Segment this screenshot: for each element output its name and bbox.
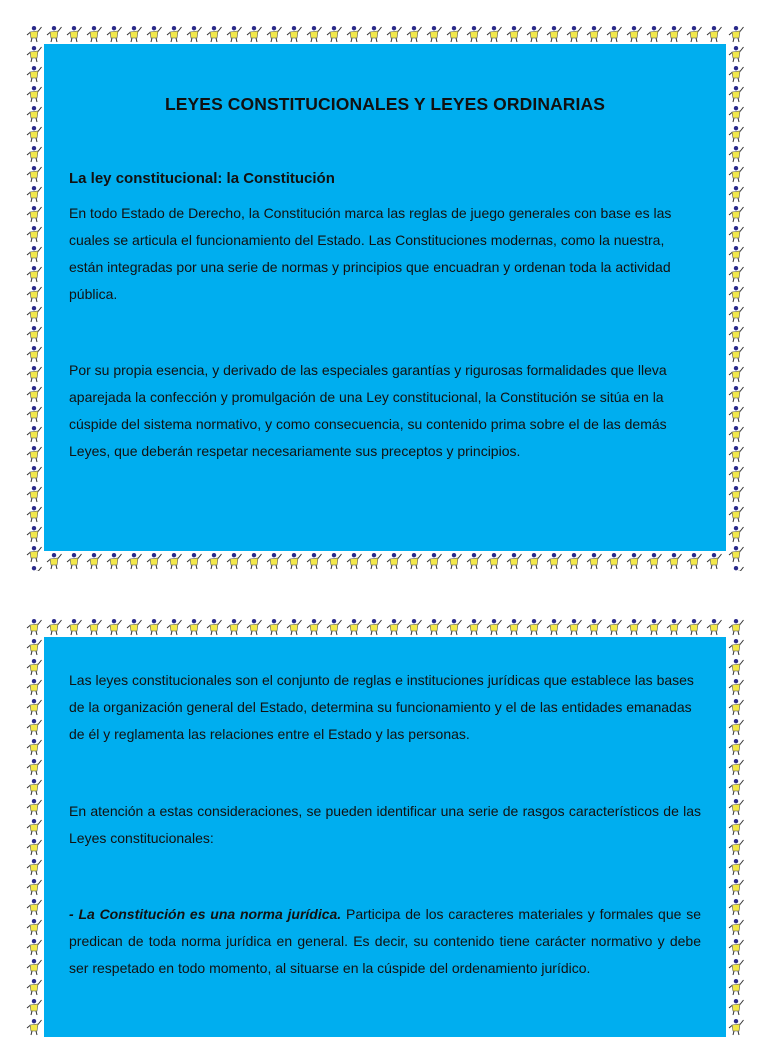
slide-content [69,90,701,465]
waving-figure-icon [344,24,364,44]
waving-figure-icon [364,24,384,44]
waving-figure-icon [24,957,44,977]
waving-figure-icon [44,24,64,44]
page-title: LEYES CONSTITUCIONALES Y LEYES ORDINARIAS [164,94,606,114]
waving-figure-icon [726,637,746,657]
waving-figure-icon [24,44,44,64]
waving-figure-icon [624,551,644,571]
waving-figure-icon [304,617,324,637]
waving-figure-icon [726,464,746,484]
waving-figure-icon [726,64,746,84]
waving-figure-icon [726,977,746,997]
waving-figure-icon [184,617,204,637]
waving-figure-icon [24,304,44,324]
waving-figure-icon [564,617,584,637]
waving-figure-icon [244,617,264,637]
waving-figure-icon [24,144,44,164]
bullet-text: Participa de los caracteres materiales y formales que se predican de toda norma jurídica en general. Es decir, su contenido tiene carácter normativo y debe ser respetado en todo momento, al situarse en la cúspide del ordenamiento jurídico. [69,906,701,976]
waving-figure-icon [24,617,44,637]
waving-figure-icon [24,797,44,817]
waving-figure-icon [726,617,746,637]
border-right [726,617,746,1037]
waving-figure-icon [204,24,224,44]
waving-figure-icon [726,837,746,857]
waving-figure-icon [726,204,746,224]
waving-figure-icon [484,617,504,637]
waving-figure-icon [584,551,604,571]
waving-figure-icon [384,617,404,637]
waving-figure-icon [24,244,44,264]
waving-figure-icon [704,551,724,571]
waving-figure-icon [726,917,746,937]
waving-figure-icon [384,24,404,44]
waving-figure-icon [24,777,44,797]
section-heading: La ley constitucional: la Constitución [69,170,335,187]
waving-figure-icon [344,551,364,571]
waving-figure-icon [726,957,746,977]
waving-figure-icon [584,617,604,637]
waving-figure-icon [726,524,746,544]
waving-figure-icon [464,24,484,44]
waving-figure-icon [724,24,744,44]
waving-figure-icon [224,617,244,637]
waving-figure-icon [724,551,744,571]
waving-figure-icon [726,284,746,304]
waving-figure-icon [726,777,746,797]
waving-figure-icon [726,144,746,164]
waving-figure-icon [564,551,584,571]
waving-figure-icon [404,617,424,637]
waving-figure-icon [24,444,44,464]
waving-figure-icon [726,817,746,837]
waving-figure-icon [726,737,746,757]
waving-figure-icon [24,564,44,571]
waving-figure-icon [44,617,64,637]
waving-figure-icon [684,24,704,44]
waving-figure-icon [24,857,44,877]
waving-figure-icon [424,24,444,44]
waving-figure-icon [744,551,746,571]
waving-figure-icon [504,617,524,637]
waving-figure-icon [124,24,144,44]
waving-figure-icon [204,551,224,571]
waving-figure-icon [664,24,684,44]
waving-figure-icon [404,24,424,44]
waving-figure-icon [24,24,44,44]
waving-figure-icon [84,617,104,637]
waving-figure-icon [726,264,746,284]
waving-figure-icon [726,937,746,957]
waving-figure-icon [24,424,44,444]
waving-figure-icon [644,551,664,571]
waving-figure-icon [726,1017,746,1037]
waving-figure-icon [524,617,544,637]
waving-figure-icon [24,164,44,184]
waving-figure-icon [726,484,746,504]
waving-figure-icon [64,617,84,637]
waving-figure-icon [24,997,44,1017]
waving-figure-icon [24,837,44,857]
waving-figure-icon [124,617,144,637]
waving-figure-icon [24,917,44,937]
waving-figure-icon [726,757,746,777]
border-top [24,24,746,44]
waving-figure-icon [184,24,204,44]
waving-figure-icon [24,284,44,304]
waving-figure-icon [184,551,204,571]
waving-figure-icon [24,104,44,124]
waving-figure-icon [424,551,444,571]
waving-figure-icon [524,24,544,44]
waving-figure-icon [64,24,84,44]
waving-figure-icon [726,717,746,737]
waving-figure-icon [726,84,746,104]
waving-figure-icon [24,524,44,544]
waving-figure-icon [24,324,44,344]
paragraph: Por su propia esencia, y derivado de las especiales garantías y rigurosas formalidades que lleva aparejada la confección y promulgación de una Ley constitucional, la Constitución se sitúa en la cúspide del sistema normativo, y como consecuencia, su contenido prima sobre el de las demás Leyes, que deberán respetar necesariamente sus preceptos y principios. [69,362,667,459]
waving-figure-icon [726,997,746,1017]
waving-figure-icon [264,24,284,44]
waving-figure-icon [644,617,664,637]
waving-figure-icon [564,24,584,44]
waving-figure-icon [444,551,464,571]
waving-figure-icon [304,551,324,571]
waving-figure-icon [424,617,444,637]
waving-figure-icon [24,364,44,384]
waving-figure-icon [504,24,524,44]
waving-figure-icon [224,551,244,571]
waving-figure-icon [726,224,746,244]
waving-figure-icon [726,657,746,677]
waving-figure-icon [24,84,44,104]
waving-figure-icon [24,757,44,777]
waving-figure-icon [504,551,524,571]
waving-figure-icon [224,24,244,44]
waving-figure-icon [604,617,624,637]
waving-figure-icon [464,551,484,571]
bullet-paragraph [69,901,701,982]
border-top [24,617,746,637]
waving-figure-icon [24,124,44,144]
waving-figure-icon [444,617,464,637]
waving-figure-icon [744,24,746,44]
waving-figure-icon [304,24,324,44]
waving-figure-icon [24,817,44,837]
waving-figure-icon [726,877,746,897]
waving-figure-icon [364,551,384,571]
waving-figure-icon [204,617,224,637]
waving-figure-icon [726,544,746,564]
waving-figure-icon [264,551,284,571]
waving-figure-icon [24,551,44,571]
waving-figure-icon [726,124,746,144]
waving-figure-icon [24,637,44,657]
waving-figure-icon [24,977,44,997]
waving-figure-icon [444,24,464,44]
waving-figure-icon [24,544,44,564]
waving-figure-icon [624,24,644,44]
waving-figure-icon [24,384,44,404]
border-left [24,617,44,1037]
waving-figure-icon [164,617,184,637]
waving-figure-icon [726,424,746,444]
waving-figure-icon [364,617,384,637]
waving-figure-icon [244,551,264,571]
bullet-lead: - La Constitución es una norma jurídica. [69,906,342,922]
waving-figure-icon [104,551,124,571]
waving-figure-icon [124,551,144,571]
waving-figure-icon [24,404,44,424]
waving-figure-icon [24,617,44,637]
border-left [24,24,44,571]
waving-figure-icon [726,364,746,384]
waving-figure-icon [24,737,44,757]
waving-figure-icon [24,184,44,204]
waving-figure-icon [24,697,44,717]
waving-figure-icon [544,617,564,637]
waving-figure-icon [144,551,164,571]
waving-figure-icon [24,504,44,524]
waving-figure-icon [604,24,624,44]
waving-figure-icon [144,24,164,44]
waving-figure-icon [284,24,304,44]
waving-figure-icon [664,617,684,637]
waving-figure-icon [24,24,44,44]
waving-figure-icon [344,617,364,637]
waving-figure-icon [24,224,44,244]
waving-figure-icon [144,617,164,637]
waving-figure-icon [284,551,304,571]
waving-figure-icon [726,797,746,817]
waving-figure-icon [464,617,484,637]
waving-figure-icon [744,617,746,637]
waving-figure-icon [24,264,44,284]
paragraph: En todo Estado de Derecho, la Constitución marca las reglas de juego generales con base es las cuales se articula el funcionamiento del Estado. Las Constituciones modernas, como la nuestra, están integradas por una serie de normas y principios que encuadran y ordenan toda la actividad pública. [69,205,672,302]
waving-figure-icon [24,1017,44,1037]
waving-figure-icon [584,24,604,44]
waving-figure-icon [24,897,44,917]
waving-figure-icon [244,24,264,44]
waving-figure-icon [544,551,564,571]
waving-figure-icon [624,617,644,637]
waving-figure-icon [164,24,184,44]
waving-figure-icon [726,677,746,697]
waving-figure-icon [604,551,624,571]
waving-figure-icon [324,24,344,44]
waving-figure-icon [726,344,746,364]
waving-figure-icon [726,384,746,404]
waving-figure-icon [704,24,724,44]
waving-figure-icon [726,184,746,204]
waving-figure-icon [726,44,746,64]
waving-figure-icon [726,24,746,44]
waving-figure-icon [24,464,44,484]
waving-figure-icon [726,897,746,917]
waving-figure-icon [24,937,44,957]
waving-figure-icon [726,564,746,571]
waving-figure-icon [644,24,664,44]
waving-figure-icon [704,617,724,637]
waving-figure-icon [44,551,64,571]
waving-figure-icon [104,617,124,637]
waving-figure-icon [726,324,746,344]
waving-figure-icon [384,551,404,571]
waving-figure-icon [726,164,746,184]
waving-figure-icon [264,617,284,637]
waving-figure-icon [684,617,704,637]
waving-figure-icon [164,551,184,571]
waving-figure-icon [324,617,344,637]
waving-figure-icon [284,617,304,637]
waving-figure-icon [684,551,704,571]
waving-figure-icon [726,504,746,524]
border-bottom [24,551,746,571]
waving-figure-icon [24,877,44,897]
waving-figure-icon [544,24,564,44]
waving-figure-icon [24,657,44,677]
waving-figure-icon [24,677,44,697]
waving-figure-icon [726,304,746,324]
waving-figure-icon [726,104,746,124]
waving-figure-icon [24,204,44,224]
waving-figure-icon [104,24,124,44]
waving-figure-icon [664,551,684,571]
waving-figure-icon [24,484,44,504]
waving-figure-icon [726,444,746,464]
paragraph: Las leyes constitucionales son el conjunto de reglas e instituciones jurídicas que establece las bases de la organización general del Estado, determina su funcionamiento y el de las entidades emanadas de él y reglamenta las relaciones entre el Estado y las personas. [69,672,694,742]
slide-1 [24,24,746,571]
waving-figure-icon [724,617,744,637]
waving-figure-icon [726,404,746,424]
waving-figure-icon [24,344,44,364]
waving-figure-icon [484,24,504,44]
waving-figure-icon [24,717,44,737]
waving-figure-icon [24,64,44,84]
waving-figure-icon [484,551,504,571]
waving-figure-icon [726,857,746,877]
waving-figure-icon [726,244,746,264]
waving-figure-icon [524,551,544,571]
waving-figure-icon [726,697,746,717]
border-right [726,24,746,571]
waving-figure-icon [84,24,104,44]
paragraph: En atención a estas consideraciones, se pueden identificar una serie de rasgos característicos de las Leyes constitucionales: [69,803,701,846]
slide-2 [24,617,746,1037]
waving-figure-icon [404,551,424,571]
waving-figure-icon [84,551,104,571]
slide-content [69,667,701,982]
waving-figure-icon [64,551,84,571]
waving-figure-icon [324,551,344,571]
